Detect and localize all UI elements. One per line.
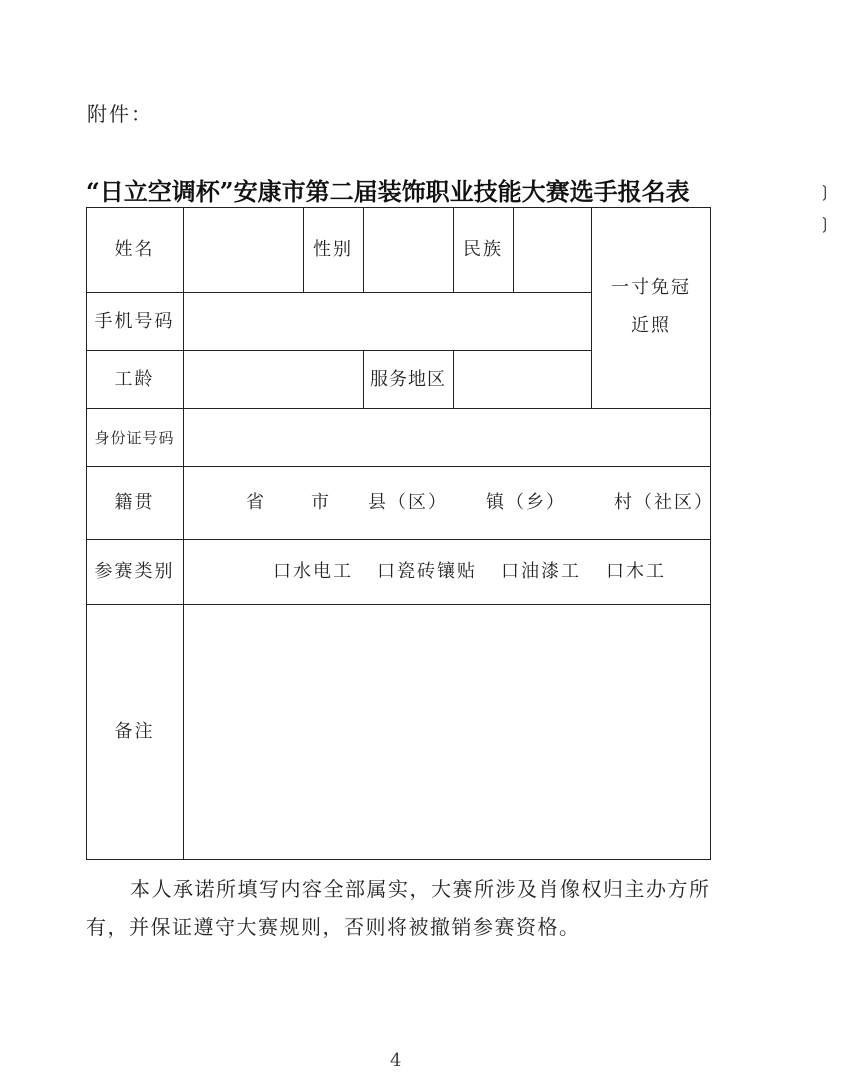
registration-form-table	[86, 207, 714, 860]
ethnicity-field[interactable]	[514, 208, 590, 291]
category-label: 参赛类别	[94, 561, 175, 582]
village-unit: 村（社区）	[614, 492, 714, 513]
table-border-right	[710, 207, 711, 860]
ethnicity-label: 民族	[463, 238, 503, 260]
id-number-label: 身份证号码	[94, 428, 175, 447]
seniority-label: 工龄	[114, 368, 155, 390]
phone-label: 手机号码	[94, 310, 175, 332]
row-divider	[183, 292, 591, 293]
city-unit: 市	[311, 492, 331, 513]
name-field[interactable]	[184, 208, 302, 291]
gender-field[interactable]	[364, 208, 452, 291]
category-option-painter[interactable]: 口油漆工	[501, 561, 581, 582]
service-area-label: 服务地区	[370, 368, 446, 390]
seniority-field[interactable]	[184, 352, 362, 407]
table-border-bottom	[86, 859, 711, 860]
id-number-field[interactable]	[184, 410, 709, 465]
remarks-label: 备注	[114, 721, 155, 742]
form-title: “日立空调杯”安康市第二届装饰职业技能大赛选手报名表	[86, 177, 690, 206]
province-unit: 省	[246, 492, 266, 513]
remarks-field[interactable]	[184, 606, 709, 858]
photo-label-line2: 近照	[631, 315, 671, 336]
native-place-label: 籍贯	[114, 492, 155, 513]
category-option-plumber[interactable]: 口水电工	[273, 561, 353, 582]
photo-label-line1: 一寸免冠	[611, 277, 691, 298]
photo-box[interactable]	[592, 267, 710, 347]
category-option-carpenter[interactable]: 口木工	[606, 561, 666, 582]
service-area-field[interactable]	[454, 352, 590, 407]
name-label: 姓名	[114, 238, 155, 260]
category-option-tiling[interactable]: 口瓷砖镶贴	[377, 561, 477, 582]
attachment-label: 附件：	[87, 102, 153, 126]
scan-artifact: ❳	[818, 182, 832, 201]
gender-label: 性别	[313, 238, 353, 260]
page-number: 4	[390, 1050, 402, 1071]
town-unit: 镇（乡）	[486, 492, 566, 513]
scan-artifact: ❳	[818, 214, 832, 233]
phone-field[interactable]	[184, 294, 590, 349]
county-unit: 县（区）	[368, 492, 448, 513]
pledge-statement: 本人承诺所填写内容全部属实，大赛所涉及肖像权归主办方所有，并保证遵守大赛规则，否则将被撤销参赛资格。	[86, 877, 711, 939]
